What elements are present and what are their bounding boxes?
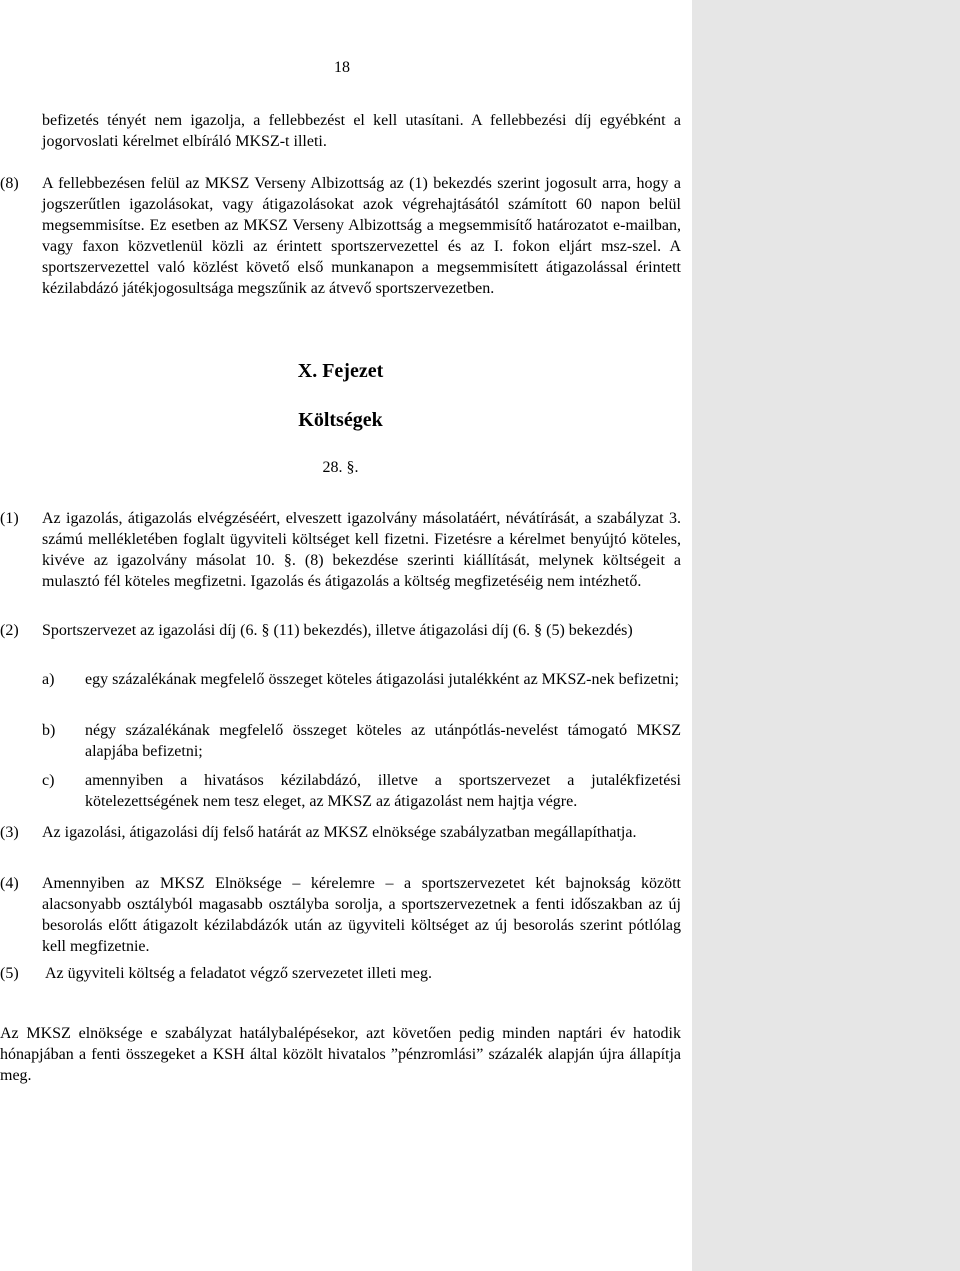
paragraph-text: Az ügyviteli költség a feladatot végző szervezetet illeti meg.	[45, 965, 432, 982]
paragraph-number: (3)	[0, 824, 19, 841]
page-number: 18	[334, 59, 350, 76]
intro-paragraph: befizetés tényét nem igazolja, a fellebbezést el kell utasítani. A fellebbezési díj egyébként a jogorvoslati kérelmet elbíráló MKSZ-t illeti.	[42, 112, 681, 150]
list-item-b	[42, 720, 681, 762]
list-item-letter: b)	[42, 722, 56, 739]
paragraph-text: A fellebbezésen felül az MKSZ Verseny Albizottság az (1) bekezdés szerint jogosult arra, hogy a jogszerűtlen igazolásokat, vagy átigazolásokat azok végrehajtásától számított 60 napon belül megsemmisítse. Ez esetben az MKSZ Verseny Albizottság a megsemmisítő határozatot e-mailban, vagy faxon közvetlenül közli az érintett sportszervezettel és az I. fokon eljárt msz-szel. A sportszervezettel való közlést követő első munkanapon a megsemmisített átigazolással érintett kézilabdázó játékjogosultsága megszűnik az átvevő sportszervezetben.	[42, 175, 681, 297]
paragraph-4	[0, 873, 681, 957]
paragraph-1	[0, 508, 681, 592]
chapter-title: X. Fejezet	[297, 360, 384, 382]
paragraph-8	[0, 173, 681, 299]
list-item-letter: a)	[42, 671, 55, 688]
paragraph-number: (5)	[0, 965, 19, 982]
list-item-letter: c)	[42, 772, 55, 789]
closing-paragraph: Az MKSZ elnöksége e szabályzat hatálybalépésekor, azt követően pedig minden naptári év hatodik hónapjában a fenti összegeket a KSH által közölt hivatalos ”pénzromlási” százalék alapján újra állapítja meg.	[0, 1025, 681, 1084]
paragraph-text: Az igazolás, átigazolás elvégzéséért, elveszett igazolvány másolatáért, névátírását, a szabályzat 3. számú mellékletében foglalt ügyviteli költséget kell fizetni. Fizetésre a kérelmet benyújtó köteles, kivéve az igazolvány másolat 10. §. (8) bekezdése szerinti kiállítását, melynek költségeit a mulasztó fél köteles megfizetni. Igazolás és átigazolás a költség megfizetéséig nem intézhető.	[42, 510, 681, 590]
paragraph-3	[0, 822, 681, 843]
paragraph-2	[0, 620, 681, 641]
paragraph-number: (1)	[0, 510, 19, 527]
list-item-a	[42, 669, 681, 690]
paragraph-number: (2)	[0, 622, 19, 639]
comment-margin-panel	[692, 0, 960, 1271]
paragraph-number: (4)	[0, 875, 19, 892]
chapter-subtitle: Költségek	[298, 409, 383, 431]
paragraph-text: Amennyiben az MKSZ Elnöksége – kérelemre – a sportszervezetet két bajnokság között alacsonyabb osztályból magasabb osztályba sorolja, a sportszervezetnek a fenti időszakban az új besorolás előtt átigazolt kézilabdázók után az ügyviteli költséget az új besorolás szerint pótlólag kell megfizetnie.	[42, 875, 681, 955]
list-item-text: amennyiben a hivatásos kézilabdázó, illetve a sportszervezet a jutalékfizetési kötelezettségének nem tesz eleget, az MKSZ az átigazolást nem hajtja végre.	[85, 772, 681, 810]
paragraph-text: Sportszervezet az igazolási díj (6. § (11) bekezdés), illetve átigazolási díj (6. § (5) bekezdés)	[42, 622, 633, 639]
paragraph-number: (8)	[0, 175, 19, 192]
section-number: 28. §.	[322, 459, 359, 476]
paragraph-5	[0, 963, 681, 984]
paragraph-text: Az igazolási, átigazolási díj felső határát az MKSZ elnöksége szabályzatban megállapíthatja.	[42, 824, 637, 841]
list-item-c	[42, 770, 681, 812]
list-item-text: négy százalékának megfelelő összeget köteles az utánpótlás-nevelést támogató MKSZ alapjába befizetni;	[85, 722, 681, 760]
list-item-text: egy százalékának megfelelő összeget köteles átigazolási jutalékként az MKSZ-nek befizetni;	[85, 671, 679, 688]
